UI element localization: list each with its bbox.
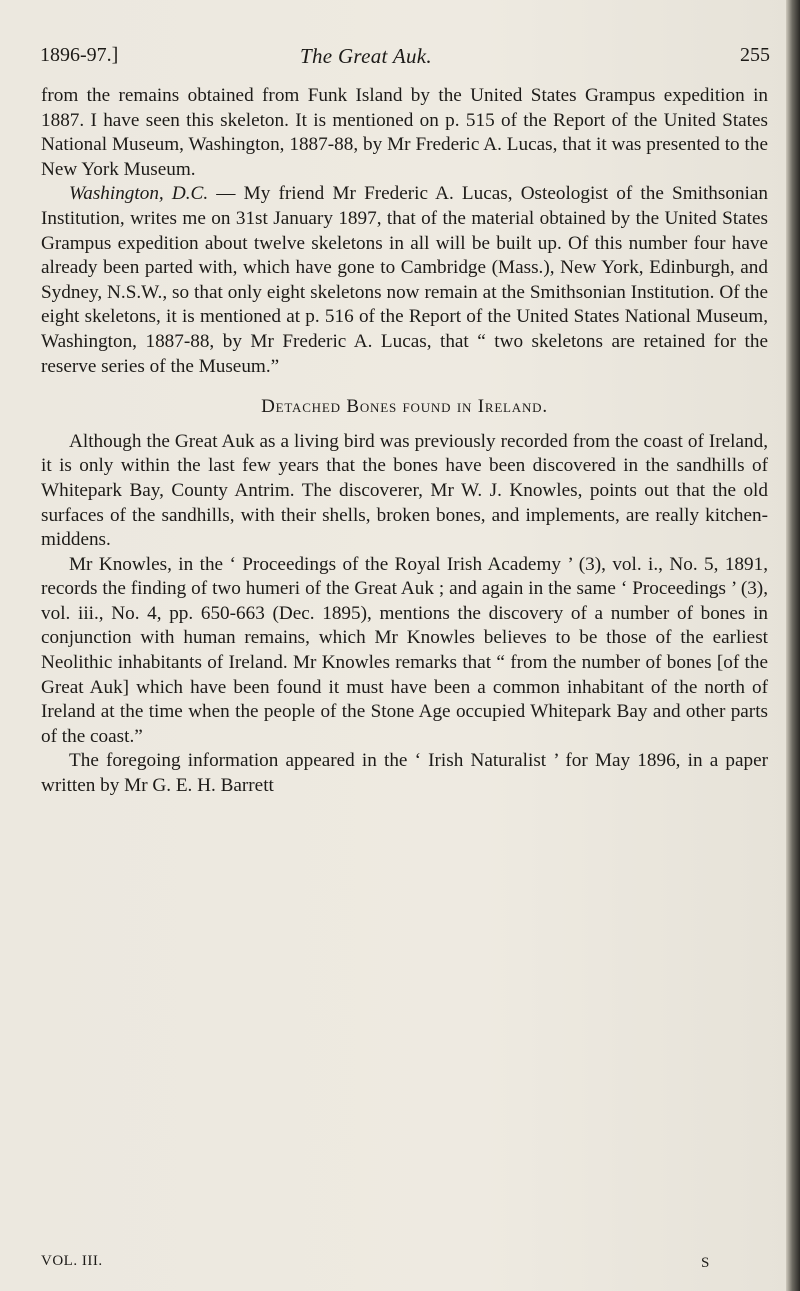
paragraph-washington	[41, 182, 768, 379]
paragraph-knowles: Mr Knowles, in the ‘ Proceedings of the Royal Irish Academy ’ (3), vol. i., No. 5, 1891, records the finding of two humeri of the Great Auk ; and again in the same ‘ Proceedings ’ (3), vol. iii., No. 4, pp. 650-663 (Dec. 1895), mentions the discovery of a number of bones in conjunction with human remains, which Mr Knowles believes to be those of the earliest Neolithic inhabitants of Ireland. Mr Knowles remarks that “ from the number of bones [of the Great Auk] which have been found it must have been a common inhabitant of the north of Ireland at the time when the people of the Stone Age occupied Whitepark Bay and other parts of the coast.”	[41, 553, 768, 747]
paragraph-irish-naturalist: The foregoing information appeared in the ‘ Irish Naturalist ’ for May 1896, in a paper written by Mr G. E. H. Barrett	[41, 750, 768, 797]
running-head	[40, 44, 770, 74]
page-edge-shadow	[786, 0, 800, 1291]
washington-text: — My friend Mr Frederic A. Lucas, Osteologist of the Smithsonian Institution, writes me on 31st January 1897, that of the material obtained by the United States Grampus expedition about twelve skeletons in all will be built up. Of this number four have already been parted with, which have gone to Cambridge (Mass.), New York, Edinburgh, and Sydney, N.S.W., so that only eight skeletons now remain at the Smithsonian Institution. Of the eight skeletons, it is mentioned at p. 516 of the Report of the United States National Museum, Washington, 1887-88, by Mr Frederic A. Lucas, that “ two skeletons are retained for the reserve series of the Museum.”	[41, 183, 768, 377]
paragraph-whitepark: Although the Great Auk as a living bird was previously recorded from the coast of Ireland, it is only within the last few years that the bones have been discovered in the sandhills of Whitepark Bay, County Antrim. The discoverer, Mr W. J. Knowles, points out that the old surfaces of the sandhills, with their shells, broken bones, and implements, are really kitchen-middens.	[41, 430, 768, 551]
section-heading: Detached Bones found in Ireland.	[261, 396, 548, 418]
header-title: The Great Auk.	[300, 44, 432, 68]
page-number: 255	[740, 44, 770, 66]
paragraph-funk-island: from the remains obtained from Funk Island by the United States Grampus expedition in 1887. I have seen this skeleton. It is mentioned on p. 515 of the Report of the United States National Museum, Washington, 1887-88, by Mr Frederic A. Lucas, that it was presented to the New York Museum.	[41, 85, 768, 180]
body-text	[41, 84, 768, 799]
volume-label: VOL. III.	[41, 1253, 103, 1269]
page-footer	[41, 1253, 768, 1277]
signature-mark: S	[701, 1255, 710, 1271]
header-years: 1896-97.]	[40, 44, 119, 66]
washington-lead: Washington, D.C.	[69, 183, 209, 205]
